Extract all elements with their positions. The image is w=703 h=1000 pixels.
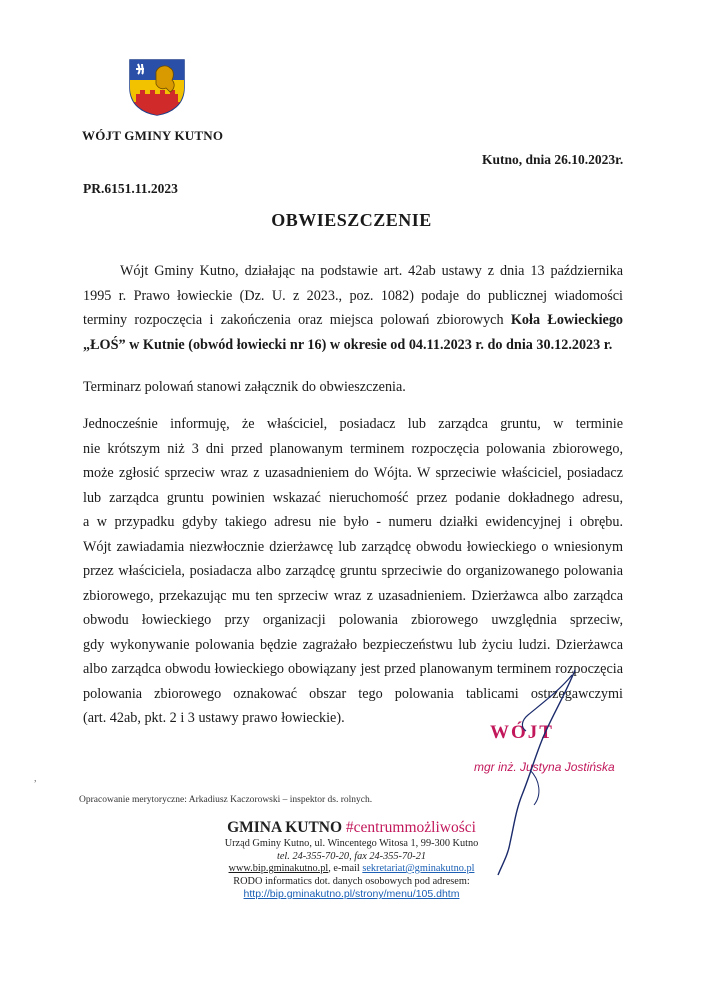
footer-address: Urząd Gminy Kutno, ul. Wincentego Witosa 1, 99-300 Kutno <box>224 838 479 849</box>
paragraph-line: 1995 r. Prawo łowieckie (Dz. U. z 2023., poz. 1082) podaje do publicznej wiadomości <box>83 287 623 304</box>
paragraph-line: a w przypadku gdyby takiego adresu nie było - numeru działki ewidencyjnej i obrębu. <box>83 514 623 530</box>
signature-stamp-title: WÓJT <box>490 722 554 743</box>
paragraph-line: Jednocześnie informuję, że właściciel, posiadacz lub zarządca gruntu, w terminie <box>83 416 623 432</box>
author-note: Opracowanie merytoryczne: Arkadiusz Kaczorowski – inspektor ds. rolnych. <box>79 795 373 805</box>
paragraph-line: nie krótszym niż 3 dni przed planowanym terminem rozpoczęcia polowania zbiorowego, <box>83 440 623 457</box>
footer-email-link[interactable]: sekretariat@gminakutno.pl <box>362 863 475 874</box>
footer-email-label: , e-mail <box>328 863 360 874</box>
paragraph-line: Wójt zawiadamia niezwłocznie dzierżawcę lub zarządcę obwodu łowieckiego o wniesionym <box>83 538 623 555</box>
paragraph-schedule-note: Terminarz polowań stanowi załącznik do obwieszczenia. <box>83 379 406 395</box>
hunting-club-name: Koła Łowieckiego <box>510 312 624 328</box>
footer-web-link[interactable]: www.bip.gminakutno.pl <box>228 863 329 874</box>
footer-rodo-link[interactable]: http://bip.gminakutno.pl/strony/menu/105.dhtm <box>243 888 460 900</box>
paragraph-line: gdy wykonywanie polowania będzie zagrażało bezpieczeństwu lub życiu ludzi. Dzierżawca <box>83 636 623 653</box>
reference-number: PR.6151.11.2023 <box>83 181 178 196</box>
paragraph-line-text: terminy rozpoczęcia i zakończenia oraz miejsca polowań zbiorowych <box>83 312 504 328</box>
footer-rodo: RODO informatics dot. danych osobowych pod adresem: <box>233 875 470 887</box>
hunting-period: „ŁOŚ” w Kutnie (obwód łowiecki nr 16) w okresie od 04.11.2023 r. do dnia 30.12.2023 r. <box>83 336 613 353</box>
document-title: OBWIESZCZENIE <box>271 210 432 230</box>
paragraph-line <box>83 308 623 333</box>
paragraph-intro <box>83 259 623 357</box>
footer-hashtag: #centrummożliwości <box>345 819 476 836</box>
document-date: Kutno, dnia 26.10.2023r. <box>482 152 624 167</box>
footer-contact <box>0 863 703 876</box>
paragraph-line: polowania zbiorowego oznakować obszar tego polowania tablicami ostrzegawczymi <box>83 685 623 702</box>
coat-of-arms-logo <box>128 58 186 116</box>
paragraph-line: Wójt Gminy Kutno, działając na podstawie art. 42ab ustawy z dnia 13 października <box>120 263 623 279</box>
signature-stamp-name: mgr inż. Justyna Jostińska <box>474 760 615 774</box>
paragraph-line: albo zarządca obwodu łowieckiego obowiązany jest przed planowanym terminem rozpoczęcia <box>83 661 623 677</box>
paragraph-line: obwodu łowieckiego przy organizacji polowania zbiorowego uwzględnia sprzeciw, <box>83 612 623 628</box>
paragraph-line: zbiorowego, przekazując mu ten sprzeciw wraz z uzasadnieniem. Dzierżawca albo zarządca <box>83 587 623 604</box>
paragraph-line <box>83 333 623 358</box>
footer-phone: tel. 24-355-70-20, fax 24-355-70-21 <box>277 850 426 862</box>
paragraph-line: (art. 42ab, pkt. 2 i 3 ustawy prawo łowieckie). <box>83 710 345 726</box>
paragraph-line: przez właściciela, posiadacza albo zarządcę gruntu sprzeciwie do organizowanego polowania <box>83 563 623 579</box>
footer <box>0 818 703 901</box>
paragraph-line: lub zarządca gruntu powinien wskazać nieruchomość przez podanie dokładnego adresu, <box>83 489 623 506</box>
issuer-heading: WÓJT GMINY KUTNO <box>82 128 224 143</box>
footer-org-name: GMINA KUTNO <box>227 819 343 836</box>
paragraph-line: może zgłosić sprzeciw wraz z uzasadnieniem do Wójta. W sprzeciwie właściciel, posiadacz <box>83 465 623 481</box>
footer-heading <box>0 818 703 838</box>
margin-mark: , <box>34 773 37 784</box>
